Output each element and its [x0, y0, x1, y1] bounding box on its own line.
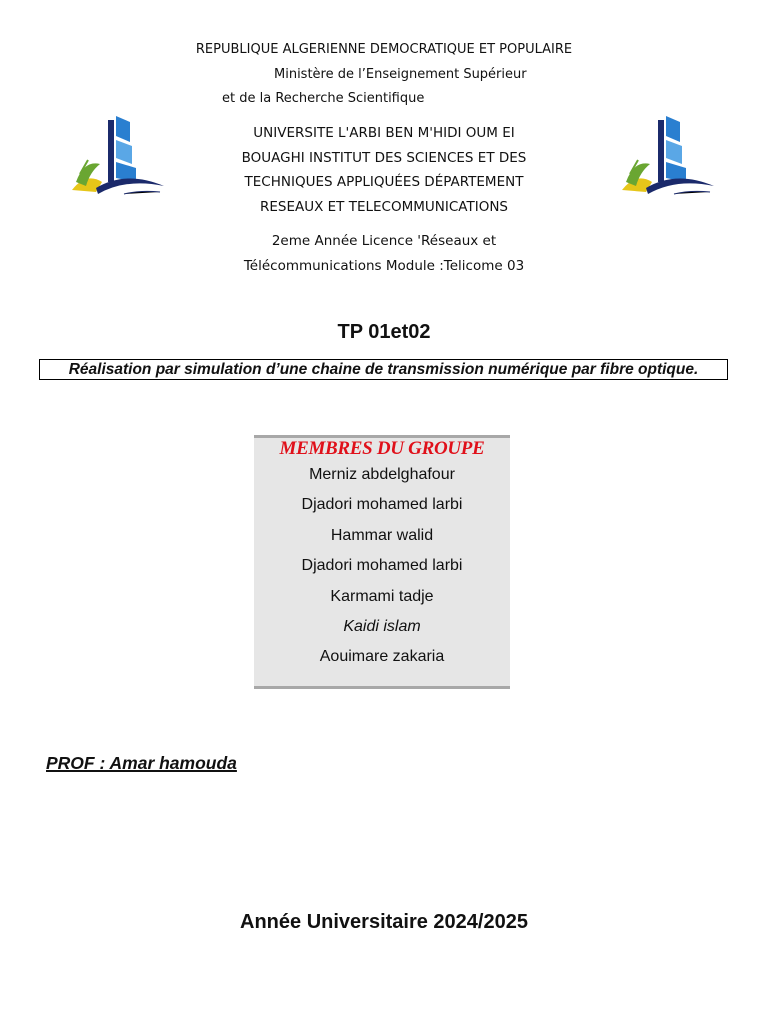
republic-text: REPUBLIQUE ALGERIENNE DEMOCRATIQUE ET POPULAIRE — [195, 42, 573, 57]
university-logo-icon — [66, 112, 166, 202]
program-line: Télécommunications Module :Telicome 03 — [243, 257, 525, 274]
subject-box — [39, 359, 728, 380]
member-name: Kaidi islam — [343, 617, 421, 635]
program-block — [184, 229, 584, 278]
university-line: UNIVERSITE L'ARBI BEN M'HIDI OUM EI — [253, 125, 515, 141]
university-logo-icon — [616, 112, 716, 202]
member-name: Hammar walid — [330, 526, 434, 544]
university-line: RESEAUX ET TELECOMMUNICATIONS — [259, 198, 508, 215]
university-line: BOUAGHI INSTITUT DES SCIENCES ET DES — [241, 149, 527, 166]
member-name: Aouimare zakaria — [319, 648, 445, 666]
member-name: Merniz abdelghafour — [309, 466, 455, 483]
professor-label: PROF : Amar hamouda — [46, 753, 237, 773]
program-line: 2eme Année Licence 'Réseaux et — [271, 233, 497, 249]
university-block — [184, 121, 584, 219]
tp-title: TP 01et02 — [337, 321, 431, 343]
university-line: TECHNIQUES APPLIQUÉES DÉPARTEMENT — [244, 174, 524, 190]
academic-year: Année Universitaire 2024/2025 — [240, 911, 528, 933]
members-box — [254, 435, 510, 689]
ministry-line-2: et de la Recherche Scientifique — [222, 91, 425, 106]
header-republic — [0, 42, 768, 57]
member-name: Djadori mohamed larbi — [301, 557, 463, 575]
university-logo-right — [616, 112, 716, 202]
subject-text: Réalisation par simulation d’une chaine de transmission numérique par fibre optique. — [68, 361, 699, 378]
ministry-line-1: Ministère de l’Enseignement Supérieur — [274, 67, 527, 82]
members-title: MEMBRES DU GROUPE — [279, 438, 485, 459]
university-logo-left — [66, 112, 166, 202]
member-name: Karmami tadje — [330, 587, 434, 605]
member-name: Djadori mohamed larbi — [301, 496, 463, 514]
